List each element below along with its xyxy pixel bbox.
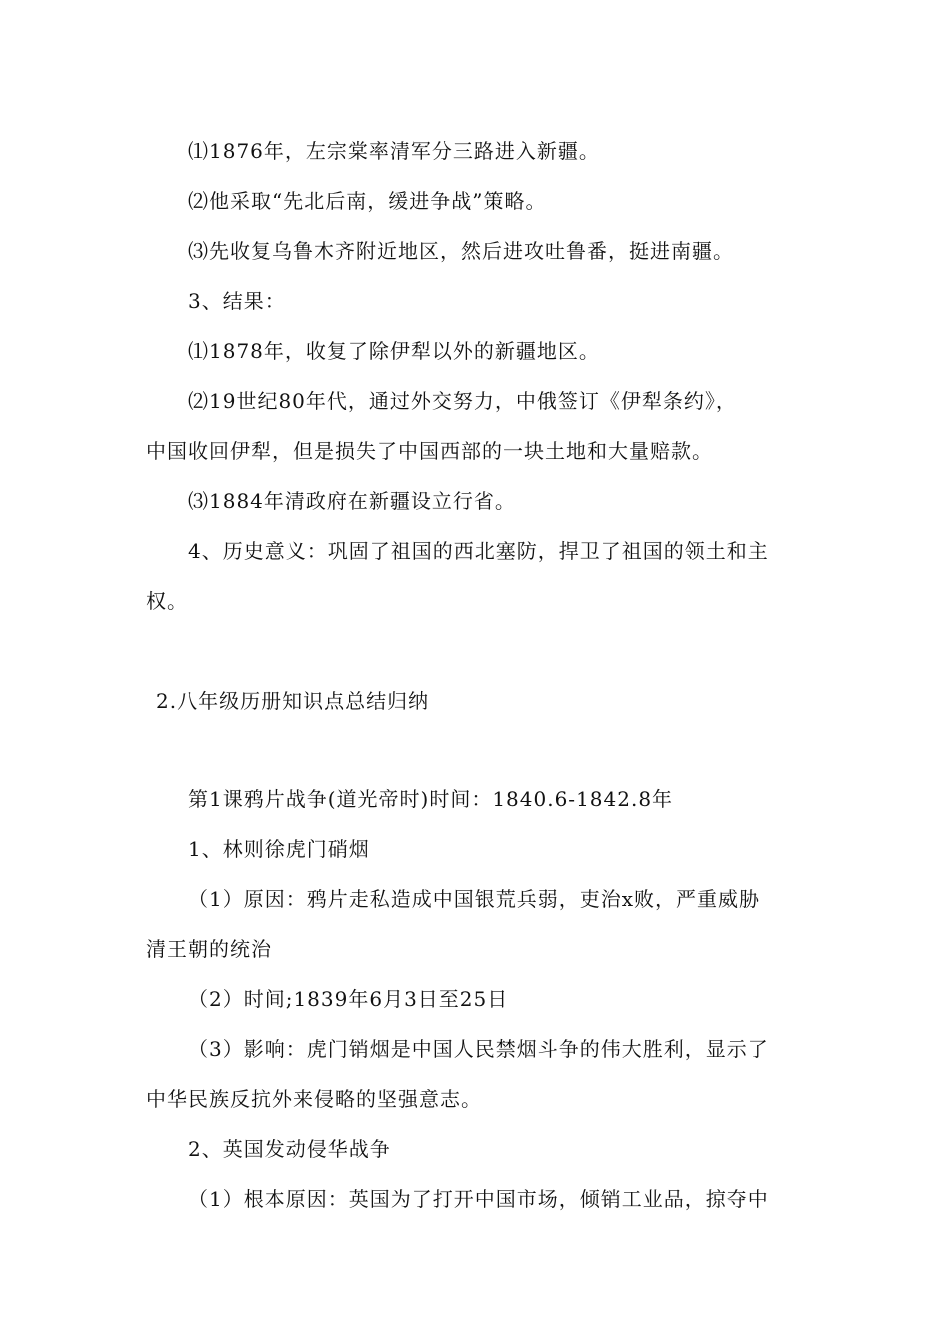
text-line: 权。: [146, 589, 188, 613]
text-line: 2、英国发动侵华战争: [188, 1137, 391, 1161]
text-line: （2）时间;1839年6月3日至25日: [188, 987, 509, 1011]
text-line: 4、历史意义：巩固了祖国的西北塞防，捍卫了祖国的领土和主: [188, 539, 769, 563]
text-line: ⑴1878年，收复了除伊犁以外的新疆地区。: [188, 339, 600, 363]
text-line: 第1课鸦片战争(道光帝时)时间：1840.6-1842.8年: [188, 787, 674, 811]
text-line: ⑶1884年清政府在新疆设立行省。: [188, 489, 516, 513]
section-heading: 2.八年级历册知识点总结归纳: [156, 689, 430, 713]
text-line: 中华民族反抗外来侵略的坚强意志。: [146, 1087, 482, 1111]
text-line: （3）影响：虎门销烟是中国人民禁烟斗争的伟大胜利，显示了: [188, 1037, 769, 1061]
text-line: ⑴1876年，左宗棠率清军分三路进入新疆。: [188, 139, 600, 163]
text-line: 3、结果：: [188, 289, 286, 313]
text-line: 中国收回伊犁，但是损失了中国西部的一块土地和大量赔款。: [146, 439, 713, 463]
text-line: （1）原因：鸦片走私造成中国银荒兵弱，吏治x败，严重威胁: [188, 887, 761, 911]
text-line: 清王朝的统治: [146, 937, 272, 961]
text-line: ⑵19世纪80年代，通过外交努力，中俄签订《伊犁条约》，: [188, 389, 737, 413]
text-line: ⑵他采取“先北后南，缓进争战”策略。: [188, 189, 547, 213]
text-line: （1）根本原因：英国为了打开中国市场，倾销工业品，掠夺中: [188, 1187, 769, 1211]
text-line: ⑶先收复乌鲁木齐附近地区，然后进攻吐鲁番，挺进南疆。: [188, 239, 734, 263]
text-line: 1、林则徐虎门硝烟: [188, 837, 370, 861]
